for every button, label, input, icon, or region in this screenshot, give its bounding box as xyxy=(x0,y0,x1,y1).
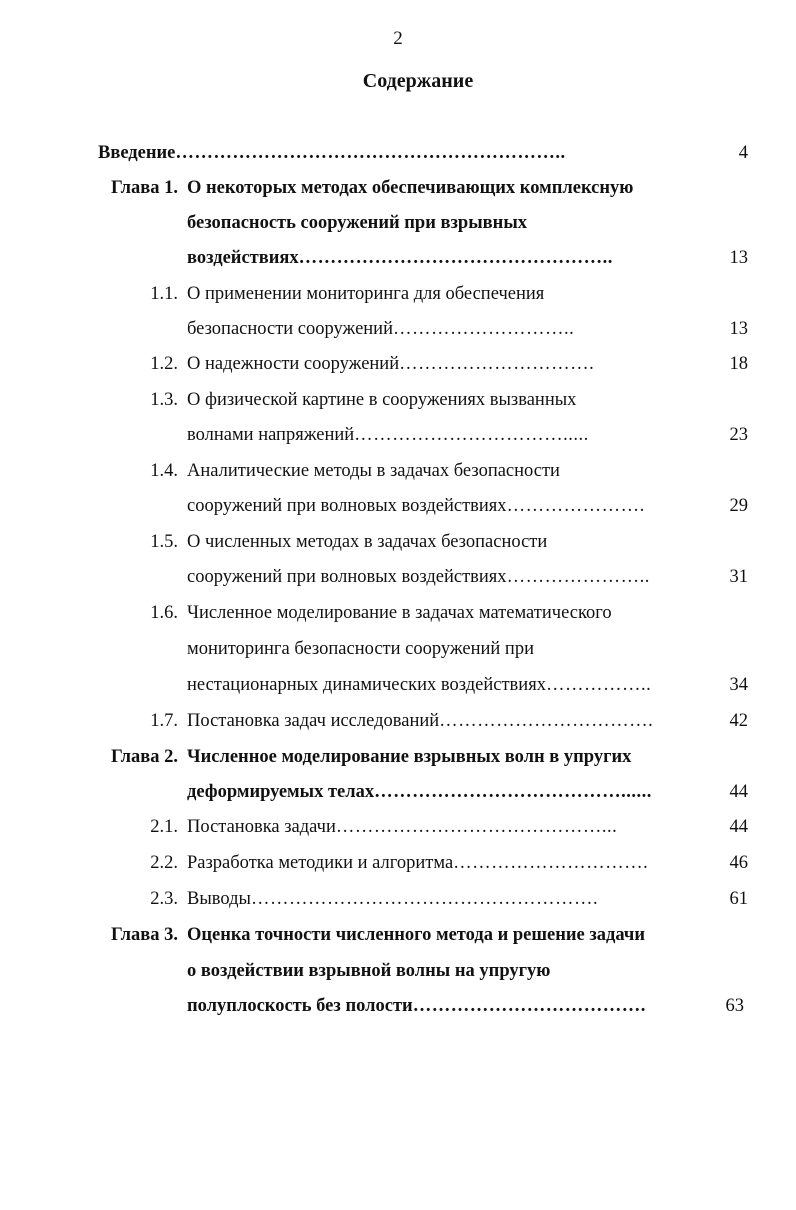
toc-page-number: 13 xyxy=(729,319,748,339)
toc-page-number: 34 xyxy=(729,675,748,695)
toc-entry-title: полуплоскость без полости………………………………. xyxy=(187,996,646,1016)
toc-section-1-3-last xyxy=(0,420,796,450)
toc-section-number: 1.5. xyxy=(150,532,178,552)
toc-section-2-1[interactable] xyxy=(0,812,796,842)
toc-section-2-3[interactable] xyxy=(0,884,796,914)
toc-entry-title: безопасности сооружений……………………….. xyxy=(187,319,575,339)
toc-entry-intro[interactable] xyxy=(0,138,796,168)
toc-section-number: 1.4. xyxy=(150,461,178,481)
toc-entry-title: О некоторых методах обеспечивающих комплексную xyxy=(187,178,634,198)
toc-page-number: 13 xyxy=(729,248,748,268)
toc-entry-title: Численное моделирование взрывных волн в упругих xyxy=(187,747,632,767)
toc-entry-title: Постановка задач исследований……………………………. xyxy=(187,711,654,731)
toc-chapter-2[interactable] xyxy=(0,742,796,772)
toc-page-number: 23 xyxy=(729,425,748,445)
toc-section-1-1[interactable] xyxy=(0,279,796,309)
toc-section-1-5-last xyxy=(0,562,796,592)
toc-section-number: 1.3. xyxy=(150,390,178,410)
toc-entry-title: Разработка методики и алгоритма…………………………. xyxy=(187,853,649,873)
toc-page-number: 29 xyxy=(729,496,748,516)
toc-chapter-3-cont xyxy=(0,956,796,986)
toc-entry-title: Численное моделирование в задачах математического xyxy=(187,603,612,623)
toc-page-number: 44 xyxy=(729,817,748,837)
toc-page-number: 18 xyxy=(729,354,748,374)
toc-section-number: 2.3. xyxy=(150,889,178,909)
toc-entry-title: О применении мониторинга для обеспечения xyxy=(187,284,545,304)
toc-entry-title: волнами напряжений……………………………..... xyxy=(187,425,589,445)
toc-section-1-3[interactable] xyxy=(0,385,796,415)
toc-entry-title: О численных методах в задачах безопасности xyxy=(187,532,548,552)
toc-section-1-2[interactable] xyxy=(0,349,796,379)
toc-entry-title: О физической картине в сооружениях вызванных xyxy=(187,390,577,410)
toc-entry-title: Оценка точности численного метода и решение задачи xyxy=(187,925,646,945)
toc-entry-title: воздействиях………………………………………….. xyxy=(187,248,613,268)
toc-section-number: 1.2. xyxy=(150,354,178,374)
toc-chapter-2-last xyxy=(0,777,796,807)
toc-chapter-1-cont xyxy=(0,208,796,238)
toc-page-number: 4 xyxy=(738,143,748,163)
toc-section-number: 1.6. xyxy=(150,603,178,623)
toc-chapter-1[interactable] xyxy=(0,173,796,203)
toc-entry-title: Введение…………………………………………………….. xyxy=(98,143,566,163)
toc-entry-title: мониторинга безопасности сооружений при xyxy=(187,639,534,659)
toc-chapter-label: Глава 3. xyxy=(110,925,178,945)
toc-page-number: 44 xyxy=(729,782,748,802)
toc-entry-title: о воздействии взрывной волны на упругую xyxy=(187,961,551,981)
toc-entry-title: Аналитические методы в задачах безопасности xyxy=(187,461,560,481)
toc-entry-title: безопасность сооружений при взрывных xyxy=(187,213,528,233)
toc-chapter-label: Глава 2. xyxy=(110,747,178,767)
toc-section-1-4[interactable] xyxy=(0,456,796,486)
toc-chapter-3-last xyxy=(0,991,796,1021)
toc-page-number: 61 xyxy=(729,889,748,909)
toc-page-number: 63 xyxy=(725,996,744,1016)
page-number: 2 xyxy=(393,28,403,49)
toc-page-number: 42 xyxy=(729,711,748,731)
toc-entry-title: деформируемых телах…………………………………...... xyxy=(187,782,652,802)
toc-section-1-5[interactable] xyxy=(0,527,796,557)
toc-page-number: 46 xyxy=(729,853,748,873)
toc-entry-title: нестационарных динамических воздействиях…………….. xyxy=(187,675,652,695)
toc-page-number: 31 xyxy=(729,567,748,587)
toc-section-number: 2.2. xyxy=(150,853,178,873)
toc-entry-title: О надежности сооружений…………………………. xyxy=(187,354,595,374)
toc-section-1-4-last xyxy=(0,491,796,521)
toc-section-1-1-last xyxy=(0,314,796,344)
toc-section-number: 1.1. xyxy=(150,284,178,304)
toc-section-1-6[interactable] xyxy=(0,598,796,628)
toc-section-2-2[interactable] xyxy=(0,848,796,878)
toc-chapter-1-last xyxy=(0,243,796,273)
toc-section-1-7[interactable] xyxy=(0,706,796,736)
toc-entry-title: сооружений при волновых воздействиях………………….. xyxy=(187,567,650,587)
page-title: Содержание xyxy=(362,70,474,92)
toc-section-number: 1.7. xyxy=(150,711,178,731)
toc-chapter-3[interactable] xyxy=(0,920,796,950)
toc-entry-title: Выводы………………………………………………. xyxy=(187,889,599,909)
toc-entry-title: Постановка задачи……………………………………... xyxy=(187,817,618,837)
toc-chapter-label: Глава 1. xyxy=(110,178,178,198)
toc-section-1-6-cont xyxy=(0,634,796,664)
toc-section-number: 2.1. xyxy=(150,817,178,837)
toc-entry-title: сооружений при волновых воздействиях…………………. xyxy=(187,496,645,516)
toc-section-1-6-last xyxy=(0,670,796,700)
